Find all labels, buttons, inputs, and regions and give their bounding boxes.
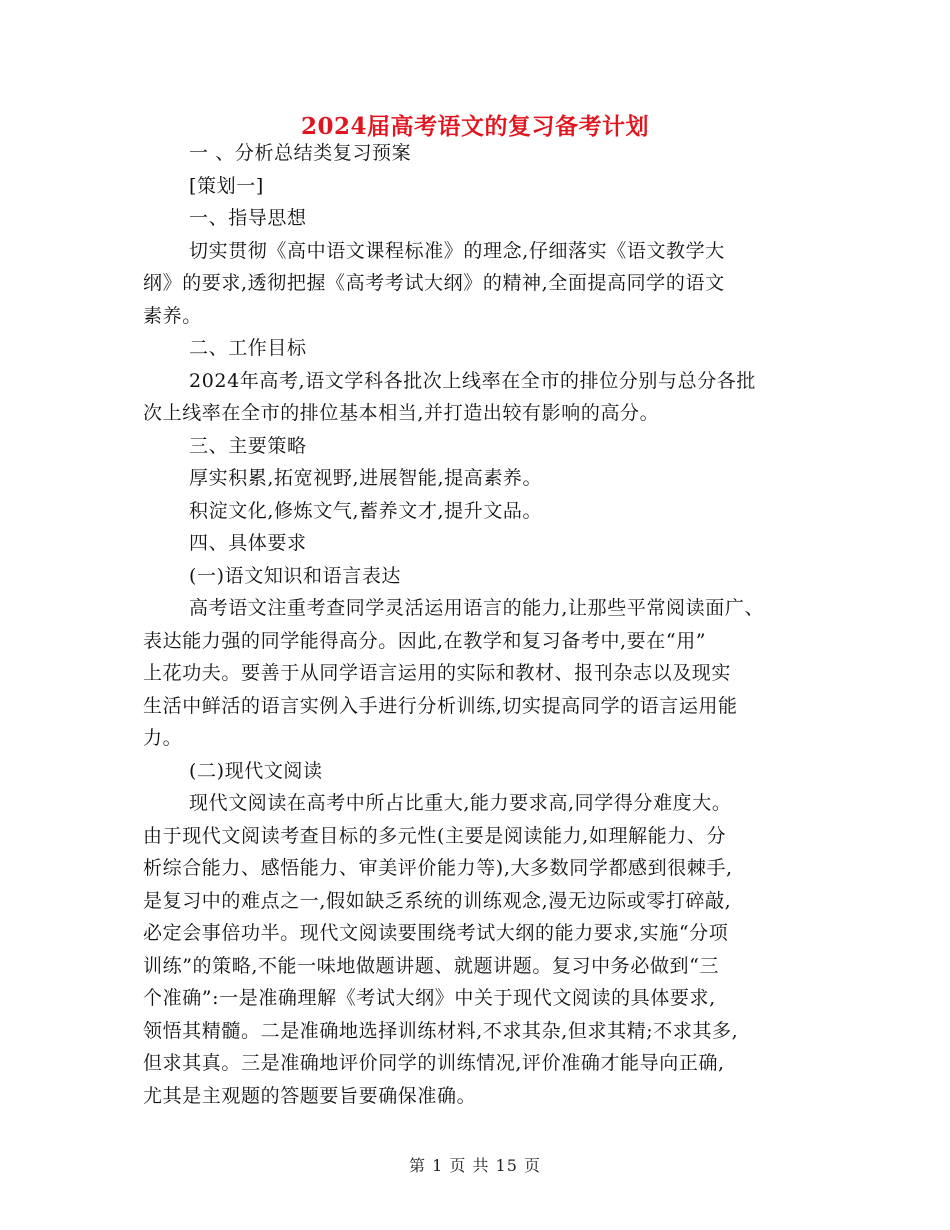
- text-line: 力。: [143, 727, 183, 749]
- text-line: 析综合能力、感悟能力、审美评价能力等),大多数同学都感到很棘手,: [143, 857, 733, 879]
- text-line: 四、具体要求: [189, 532, 307, 554]
- text-line: 是复习中的难点之一,假如缺乏系统的训练观念,漫无边际或零打碎敲,: [143, 889, 732, 912]
- text-line: 高考语文注重考查同学灵活运用语言的能力,让那些平常阅读面广、: [189, 597, 765, 619]
- text-line: 纲》的要求,透彻把握《高考考试大纲》的精神,全面提高同学的语文: [143, 272, 725, 294]
- text-line: 积淀文化,修炼文气,蓄养文才,提升文品。: [189, 499, 543, 522]
- text-line: 但求其真。三是准确地评价同学的训练情况,评价准确才能导向正确,: [143, 1052, 725, 1074]
- text-line: 2024年高考,语文学科各批次上线率在全市的排位分别与总分各批: [189, 369, 756, 392]
- document-body: [143, 137, 815, 1112]
- text-line: 生活中鲜活的语言实例入手进行分析训练,切实提高同学的语言运用能: [143, 694, 738, 717]
- text-line: (一)语文知识和语言表达: [189, 564, 402, 587]
- text-line: 素养。: [143, 304, 202, 327]
- text-line: [策划一]: [189, 174, 264, 197]
- text-line: 厚实积累,拓宽视野,进展智能,提高素养。: [189, 467, 543, 489]
- text-line: 上花功夫。要善于从同学语言运用的实际和教材、报刊杂志以及现实: [143, 662, 732, 684]
- text-line: 表达能力强的同学能得高分。因此,在教学和复习备考中,要在“用”: [143, 629, 707, 652]
- text-line: 个准确”:一是准确理解《考试大纲》中关于现代文阅读的具体要求,: [143, 987, 716, 1009]
- text-line: 由于现代文阅读考查目标的多元性(主要是阅读能力,如理解能力、分: [143, 824, 727, 847]
- text-line: (二)现代文阅读: [189, 759, 323, 782]
- text-line: 现代文阅读在高考中所占比重大,能力要求高,同学得分难度大。: [189, 792, 732, 814]
- text-line: 二、工作目标: [189, 337, 307, 359]
- text-line: 切实贯彻《高中语文课程标准》的理念,仔细落实《语文教学大: [189, 239, 725, 262]
- text-line: 训练”的策略,不能一味地做题讲题、就题讲题。复习中务必做到“三: [143, 954, 720, 977]
- text-line: 一、指导思想: [189, 207, 307, 229]
- page-footer: 第 1 页 共 15 页: [409, 1156, 541, 1175]
- text-line: 一 、分析总结类复习预案: [189, 142, 412, 164]
- page-title: 2024届高考语文的复习备考计划: [300, 113, 649, 140]
- text-line: 次上线率在全市的排位基本相当,并打造出较有影响的高分。: [143, 402, 660, 424]
- text-line: 领悟其精髓。二是准确地选择训练材料,不求其杂,但求其精;不求其多,: [143, 1019, 739, 1042]
- text-line: 尤其是主观题的答题要旨要确保准确。: [143, 1084, 477, 1107]
- text-line: 三、主要策略: [189, 434, 307, 457]
- text-line: 必定会事倍功半。现代文阅读要围绕考试大纲的能力要求,实施“分项: [143, 922, 729, 944]
